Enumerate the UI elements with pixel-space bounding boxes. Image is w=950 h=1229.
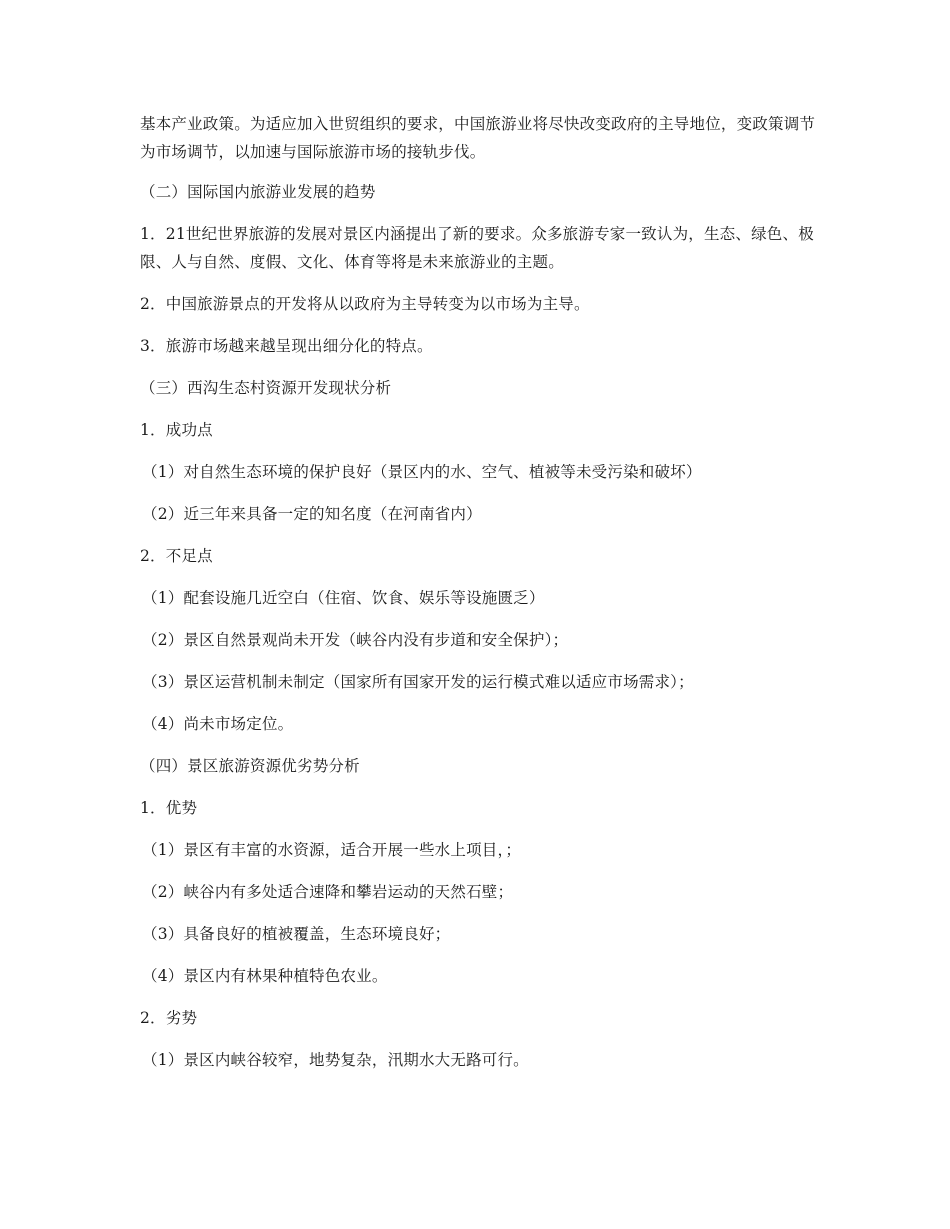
list-item-disadvantage-1: （1）景区内峡谷较窄，地势复杂，汛期水大无路可行。 <box>142 1051 529 1069</box>
list-item-advantage-3: （3）具备良好的植被覆盖，生态环境良好； <box>142 925 451 943</box>
heading-swot-analysis: （四）景区旅游资源优劣势分析 <box>140 757 360 775</box>
list-item-shortcoming-2: （2）景区自然景观尚未开发（峡谷内没有步道和安全保护）； <box>142 631 569 649</box>
list-item-shortcoming-3: （3）景区运营机制未制定（国家所有国家开发的运行模式难以适应市场需求）； <box>142 673 694 691</box>
heading-success-points: 1．成功点 <box>140 421 213 439</box>
list-item-success-2: （2）近三年来具备一定的知名度（在河南省内） <box>142 505 482 523</box>
heading-shortcomings: 2．不足点 <box>140 547 213 565</box>
paragraph-trend-1: 1．21世纪世界旅游的发展对景区内涵提出了新的要求。众多旅游专家一致认为，生态、绿色、极限、人与自然、度假、文化、体育等将是未来旅游业的主题。 <box>140 225 814 271</box>
heading-trends: （二）国际国内旅游业发展的趋势 <box>140 183 376 201</box>
paragraph-trend-2: 2．中国旅游景点的开发将从以政府为主导转变为以市场为主导。 <box>140 295 590 313</box>
list-item-advantage-1: （1）景区有丰富的水资源，适合开展一些水上项目，； <box>142 841 522 859</box>
paragraph-trend-3: 3．旅游市场越来越呈现出细分化的特点。 <box>140 337 433 355</box>
heading-xigou-analysis: （三）西沟生态村资源开发现状分析 <box>140 379 392 397</box>
list-item-success-1: （1）对自然生态环境的保护良好（景区内的水、空气、植被等未受污染和破坏） <box>142 463 702 481</box>
list-item-advantage-2: （2）峡谷内有多处适合速降和攀岩运动的天然石壁； <box>142 883 514 901</box>
list-item-shortcoming-4: （4）尚未市场定位。 <box>142 715 294 733</box>
list-item-advantage-4: （4）景区内有林果种植特色农业。 <box>142 967 388 985</box>
heading-disadvantages: 2．劣势 <box>140 1009 198 1027</box>
paragraph-policy-intro: 基本产业政策。为适应加入世贸组织的要求，中国旅游业将尽快改变政府的主导地位，变政策调节为市场调节，以加速与国际旅游市场的接轨步伐。 <box>140 115 816 161</box>
list-item-shortcoming-1: （1）配套设施几近空白（住宿、饮食、娱乐等设施匮乏） <box>142 589 545 607</box>
heading-advantages: 1．优势 <box>140 799 198 817</box>
document-body <box>140 110 820 1088</box>
